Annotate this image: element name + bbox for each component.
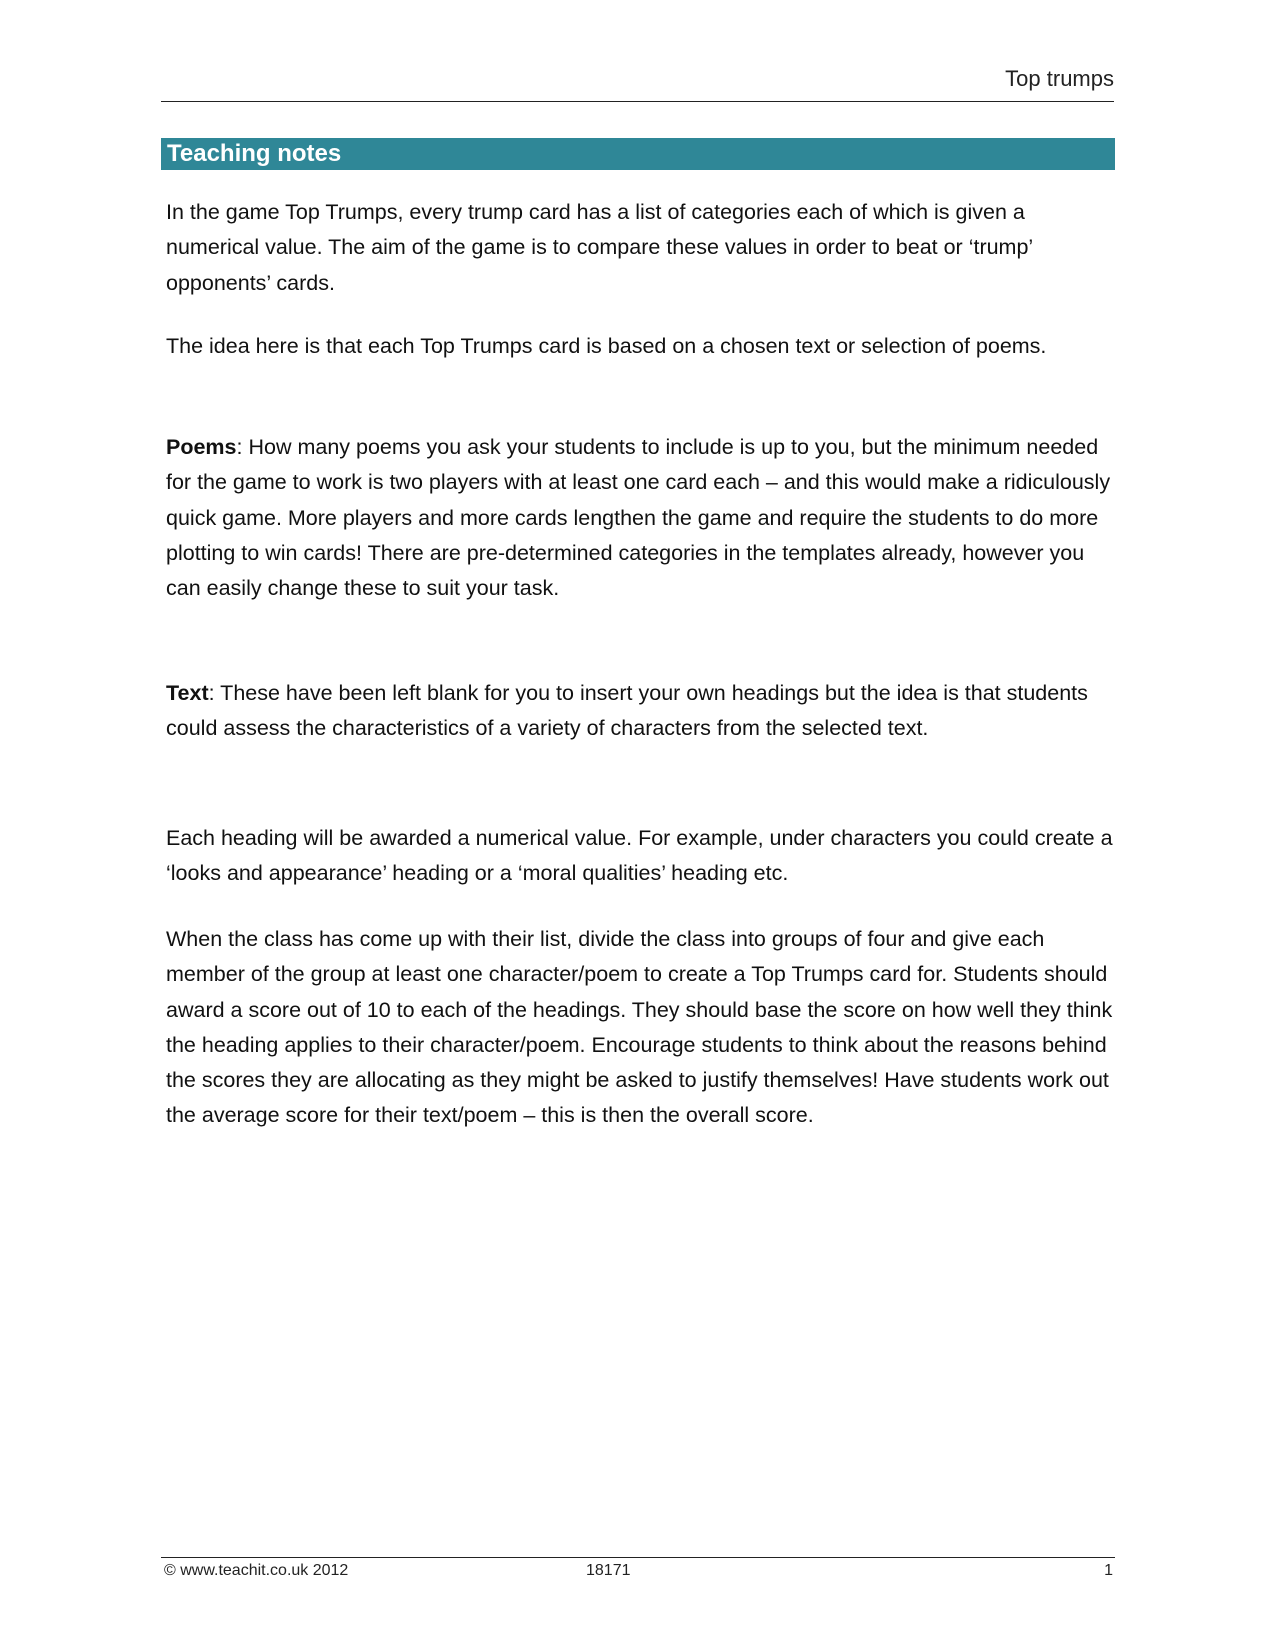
- paragraph-idea: The idea here is that each Top Trumps card is based on a chosen text or selection of poems.: [166, 334, 1047, 358]
- text-text: : These have been left blank for you to insert your own headings but the idea is that students could assess the characteristics of a variety of characters from the selected text.: [166, 681, 1088, 741]
- page-footer: [161, 1557, 1115, 1584]
- header-title: Top trumps: [1005, 66, 1114, 91]
- poems-text: : How many poems you ask your students to include is up to you, but the minimum needed for the game to work is two players with at least one card each – and this would make a ridiculously quick game. More players and more cards lengthen the game and require the students to do more plotting to win cards! There are pre-determined categories in the templates already, however you can easily change these to suit your task.: [166, 435, 1111, 601]
- section-title: Teaching notes: [167, 140, 342, 167]
- footer-page-number: 1: [1104, 1562, 1113, 1579]
- section-banner: [161, 138, 1115, 170]
- text-label: Text: [166, 681, 209, 705]
- paragraph-class-instructions: When the class has come up with their list, divide the class into groups of four and give each member of the group at least one character/poem to create a Top Trumps card for. Students should award a score out of 10 to each of the headings. They should base the score on how well they think the heading applies to their character/poem. Encourage students to think about the reasons behind the scores they are allocating as they might be asked to justify themselves! Have students work out the average score for their text/poem – this is then the overall score.: [166, 927, 1113, 1128]
- poems-label: Poems: [166, 435, 237, 459]
- footer-copyright: © www.teachit.co.uk 2012: [164, 1562, 349, 1579]
- page-header: [161, 66, 1114, 102]
- paragraph-intro: In the game Top Trumps, every trump card has a list of categories each of which is given a numerical value. The aim of the game is to compare these values in order to beat or ‘trump’ opponents’ cards.: [166, 200, 1033, 295]
- footer-resource-code: 18171: [586, 1562, 631, 1579]
- paragraph-heading-value: Each heading will be awarded a numerical value. For example, under characters you could create a ‘looks and appearance’ heading or a ‘moral qualities’ heading etc.: [166, 826, 1113, 886]
- paragraph-poems: [166, 430, 1116, 606]
- paragraph-text: [166, 676, 1116, 747]
